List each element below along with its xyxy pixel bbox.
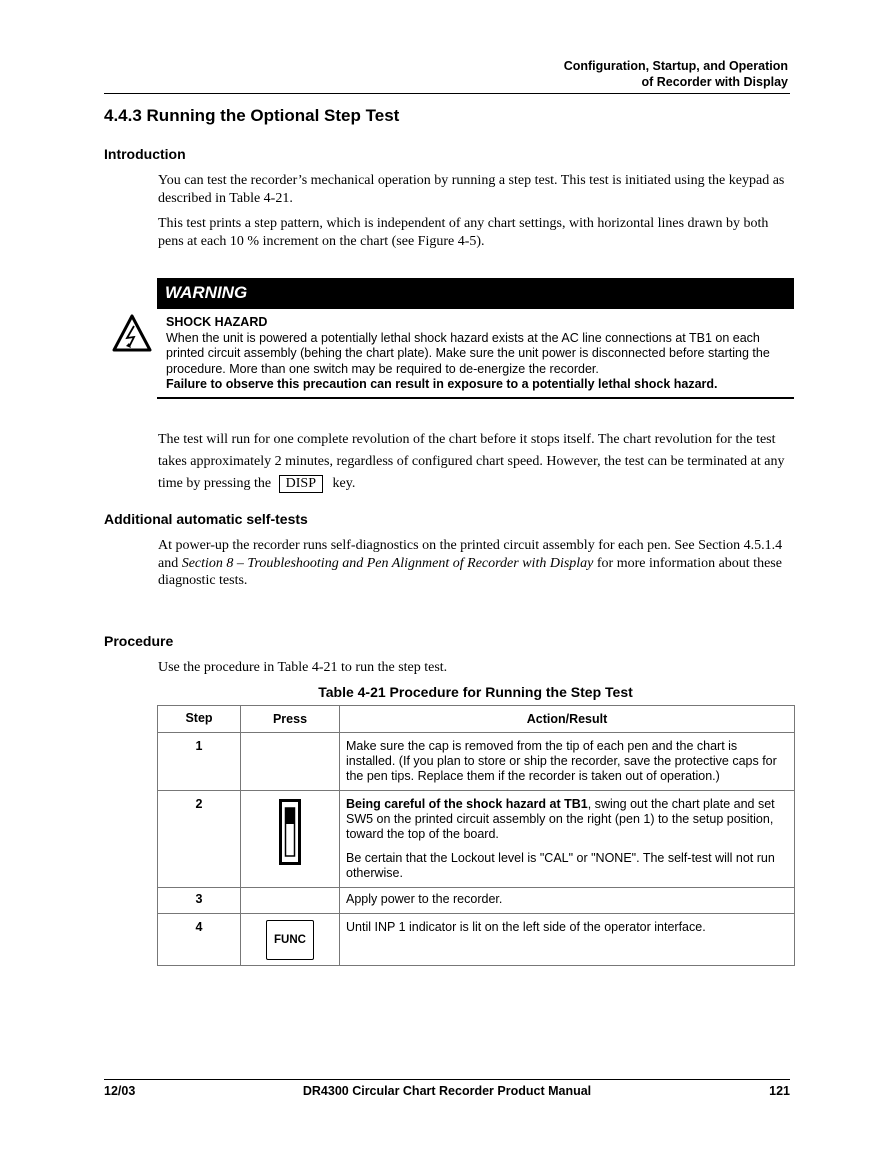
column-header-press: Press [241, 706, 340, 733]
press-cell-empty [241, 888, 340, 914]
run-duration-paragraph [158, 429, 790, 495]
warning-body [166, 315, 786, 393]
func-key: FUNC [266, 920, 314, 960]
warning-emphasis: Failure to observe this precaution can result in exposure to a potentially lethal shock hazard. [166, 377, 718, 391]
column-header-action: Action/Result [340, 706, 795, 733]
table-row [158, 733, 795, 791]
section-title: 4.4.3 Running the Optional Step Test [104, 106, 400, 125]
action-text [346, 797, 788, 842]
run-duration-text: The test will run for one complete revolution of the chart before it stops itself. The chart revolution for the test takes approximately 2 minutes, regardless of configured chart speed. However, the test can be terminated at any time by pressing the [158, 432, 785, 491]
self-tests-section-reference: Section 8 – Troubleshooting and Pen Alignment of Recorder with Display [181, 555, 594, 571]
step-number: 3 [158, 888, 241, 914]
dip-switch-icon [279, 799, 301, 865]
footer-page-number: 121 [769, 1084, 790, 1098]
self-tests-paragraph [158, 537, 790, 590]
step-number: 2 [158, 791, 241, 888]
warning-label: WARNING [165, 283, 248, 302]
shock-hazard-icon [112, 314, 152, 352]
table-row [158, 888, 795, 914]
action-cell [340, 733, 795, 791]
introduction-heading: Introduction [104, 146, 186, 162]
table-caption: Table 4-21 Procedure for Running the Step Test [318, 684, 633, 700]
table-row [158, 914, 795, 966]
run-duration-after: key. [332, 476, 356, 491]
warning-text: When the unit is powered a potentially lethal shock hazard exists at the AC line connections at TB1 on each printed circuit assembly (behing the chart plate). Make sure the unit power is disconnected before starting the procedure. More than one switch may be required to de-energize the recorder. [166, 330, 770, 376]
procedure-text: Use the procedure in Table 4-21 to run the step test. [158, 660, 448, 675]
footer-rule [104, 1079, 790, 1080]
procedure-heading: Procedure [104, 633, 174, 649]
intro-paragraph-1: You can test the recorder’s mechanical operation by running a step test. This test is initiated using the keypad as described in Table 4-21. [158, 173, 785, 206]
running-header [388, 58, 788, 90]
header-line-1: Configuration, Startup, and Operation [563, 59, 788, 73]
disp-key: DISP [279, 475, 323, 493]
press-cell-switch [241, 791, 340, 888]
procedure-table [157, 705, 795, 966]
header-rule [104, 93, 790, 94]
self-tests-text-before: At power-up the recorder runs self-diagnostics on the printed circuit assembly for each pen. See Section 4.5.1.4 and [158, 538, 783, 571]
header-line-2: of Recorder with Display [641, 75, 788, 89]
self-tests-text-after: for more information about these diagnostic tests. [158, 555, 782, 588]
action-note: Be certain that the Lockout level is "CAL" or "NONE". The self-test will not run otherwise. [346, 851, 775, 880]
table-header-row [158, 706, 795, 733]
step-number: 1 [158, 733, 241, 791]
column-header-step: Step [158, 706, 241, 733]
press-cell-empty [241, 733, 340, 791]
intro-paragraph-2: This test prints a step pattern, which is independent of any chart settings, with horizontal lines drawn by both pens at each 10 % increment on the chart (see Figure 4-5). [158, 216, 769, 249]
step-number: 4 [158, 914, 241, 966]
action-text: Apply power to the recorder. [346, 892, 503, 906]
action-text: Until INP 1 indicator is lit on the left side of the operator interface. [346, 920, 706, 934]
action-emphasis: Being careful of the shock hazard at TB1 [346, 797, 588, 811]
footer-manual-title: DR4300 Circular Chart Recorder Product Manual [302, 1084, 592, 1098]
introduction-body [158, 172, 790, 250]
warning-banner [157, 278, 794, 309]
action-text-rest: , swing out the chart plate and set SW5 on the printed circuit assembly on the right (pen 1) to the setup position, toward the top of the board. [346, 797, 775, 841]
action-cell [340, 914, 795, 966]
press-cell-key [241, 914, 340, 966]
action-cell [340, 791, 795, 888]
warning-title: SHOCK HAZARD [166, 315, 268, 329]
action-text: Make sure the cap is removed from the tip of each pen and the chart is installed. (If you plan to store or ship the recorder, save the protective caps for the pen tips. Replace them if the recorder is taken out of operation.) [346, 739, 777, 783]
footer-date: 12/03 [104, 1084, 136, 1098]
self-tests-heading: Additional automatic self-tests [104, 511, 308, 527]
table-row [158, 791, 795, 888]
warning-bottom-rule [157, 397, 794, 399]
action-cell [340, 888, 795, 914]
